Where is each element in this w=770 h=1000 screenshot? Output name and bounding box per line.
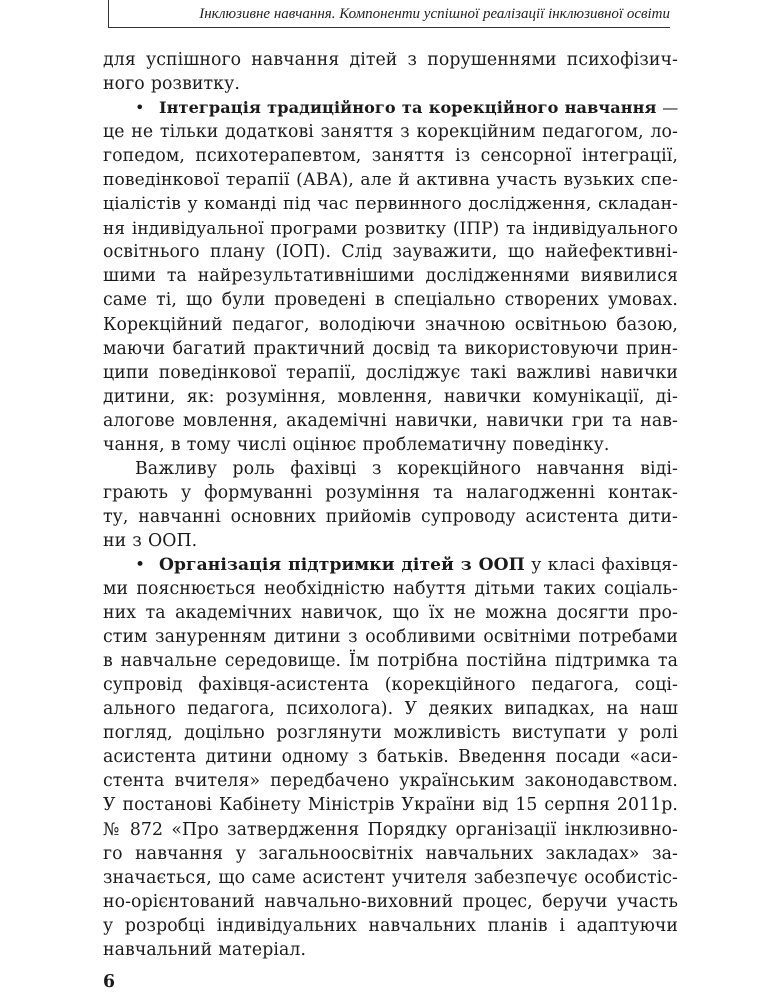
text-line: ни з ООП. — [103, 530, 198, 551]
text-line: це не тільки додаткові заняття з корекційним педагогом, ло- — [103, 122, 678, 143]
bullet-item-integration — [103, 96, 678, 120]
text-line: ми пояснюється необхідністю набуття дітьми таких соціаль- — [103, 579, 678, 600]
text-line: стим зануренням дитини з особливими освітніми потребами — [103, 627, 678, 648]
text-run: — — [656, 98, 679, 118]
text-line: саме ті, що були проведені в спеціально створених умовах. — [103, 290, 678, 311]
text-line: Корекційний педагог, володіючи значною освітньою базою, — [103, 314, 678, 335]
text-run: у класі фахівця- — [524, 554, 678, 575]
text-line: гопедом, психотерапевтом, заняття із сенсорної інтеграції, — [103, 146, 678, 167]
text-line: ципи поведінкової терапії, досліджує такі важливі навички — [103, 362, 678, 383]
text-line: ня індивідуальної програми розвитку (ІПР) та індивідуального — [103, 218, 678, 239]
running-header — [108, 0, 670, 30]
text-line: ного розвитку. — [103, 74, 240, 95]
text-line: стента вчителя» передбачено українським законодавством. — [103, 771, 678, 792]
header-rule — [108, 27, 670, 28]
bold-term: Організація підтримки дітей з ООП — [159, 554, 525, 575]
text-line: ту, навчанні основних прийомів супроводу асистента дити- — [103, 506, 678, 527]
text-line: го навчання у загальноосвітніх навчальних закладах» за- — [103, 843, 678, 864]
text-line: но-орієнтований навчально-виховний процес, беручи участь — [103, 891, 678, 912]
bold-term: Інтеграція традиційного та корекційного навчання — [159, 98, 657, 118]
text-line: освітнього плану (ІОП). Слід зауважити, що найефективні- — [103, 242, 678, 263]
text-line: поведінкової терапії (АВА), але й активна участь вузьких спе- — [103, 170, 678, 191]
text-line: Важливу роль фахівці з корекційного навчання віді- — [135, 458, 678, 479]
text-line: дитини, як: розуміння, мовлення, навички комунікації, ді- — [103, 386, 678, 407]
bullet-marker: • — [135, 98, 145, 118]
bullet-item-support — [103, 553, 678, 577]
text-line: чання, в тому числі оцінює проблематичну поведінку. — [103, 434, 610, 455]
text-line: для успішного навчання дітей з порушеннями психофізич- — [103, 50, 678, 70]
text-line: ального педагога, психолога). У деяких випадках, на наш — [103, 699, 678, 720]
text-line: алогове мовлення, академічні навички, навички гри та нав- — [103, 410, 678, 431]
text-line: № 872 «Про затвердження Порядку організації інклюзивно- — [103, 819, 678, 840]
text-line: шими та найрезультативнішими дослідженнями виявилися — [103, 266, 678, 287]
text-line: грають у формуванні розуміння та налагодженні контак- — [103, 482, 678, 503]
text-line: значається, що саме асистент учителя забезпечує особистіс- — [103, 867, 678, 888]
text-line: у розробці індивідуальних навчальних планів і адаптуючи — [103, 915, 678, 936]
text-line: погляд, доцільно розглянути можливість виступати у ролі — [103, 723, 678, 744]
text-line: ціалістів у команді під час первинного дослідження, складан- — [103, 194, 678, 215]
text-line: асистента дитини одному з батьків. Введення посади «аси- — [103, 747, 678, 768]
page-number: 6 — [103, 972, 116, 992]
text-line: маючи багатий практичний досвід та використовуючи прин- — [103, 338, 678, 359]
text-line: навчальний матеріал. — [103, 939, 307, 960]
text-line: в навчальне середовище. Їм потрібна постійна підтримка та — [103, 651, 678, 672]
page-body — [103, 48, 678, 962]
text-line: У постанові Кабінету Міністрів України від 15 серпня 2011р. — [103, 795, 678, 816]
bullet-marker: • — [135, 554, 146, 575]
text-line: супровід фахівця-асистента (корекційного педагога, соці- — [103, 675, 678, 696]
running-header-title: Інклюзивне навчання. Компоненти успішної реалізації інклюзивної освіти — [199, 6, 670, 22]
text-line: них та академічних навичок, що їх не можна досягти про- — [103, 603, 678, 624]
